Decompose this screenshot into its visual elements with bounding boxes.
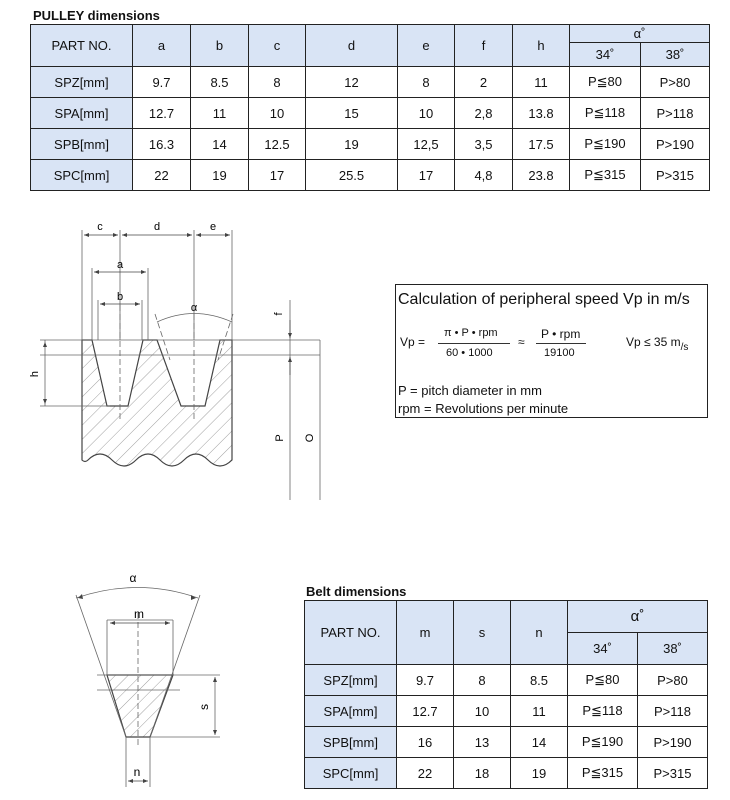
table-row — [305, 665, 708, 696]
header-m: m — [397, 601, 454, 665]
header-d: d — [306, 25, 398, 67]
part-no-cell: SPA[mm] — [31, 98, 133, 129]
table-cell: 8.5 — [191, 67, 249, 98]
belt-label-m: m — [134, 607, 144, 621]
table-cell: 11 — [191, 98, 249, 129]
table-cell: 2,8 — [455, 98, 513, 129]
formula-denominator-1: 60 • 1000 — [446, 347, 493, 359]
header-a: a — [133, 25, 191, 67]
table-cell: 12.7 — [133, 98, 191, 129]
dim-label-o: O — [304, 433, 316, 443]
header-alpha-38: 38˚ — [641, 43, 710, 67]
table-cell: P>118 — [641, 98, 710, 129]
belt-cross-section-diagram — [60, 565, 260, 790]
header-c: c — [249, 25, 306, 67]
table-cell: 3,5 — [455, 129, 513, 160]
table-cell: P≦80 — [568, 665, 638, 696]
formula-denominator-2: 19100 — [544, 347, 575, 359]
table-cell: 2 — [455, 67, 513, 98]
table-cell: 10 — [249, 98, 306, 129]
table-cell: 17 — [398, 160, 455, 191]
table-cell: 14 — [511, 727, 568, 758]
speed-limit: Vp ≤ 35 $m_{/s}$ — [626, 335, 689, 353]
table-row — [31, 98, 710, 129]
header-alpha: α˚ — [568, 601, 708, 633]
table-row — [31, 160, 710, 191]
table-cell: P≦315 — [570, 160, 641, 191]
table-cell: 9.7 — [397, 665, 454, 696]
table-cell: 8 — [249, 67, 306, 98]
header-part-no: PART NO. — [31, 25, 133, 67]
table-cell: 12.7 — [397, 696, 454, 727]
table-cell: 10 — [454, 696, 511, 727]
table-cell: P≦190 — [570, 129, 641, 160]
table-cell: P≦80 — [570, 67, 641, 98]
pulley-dimensions-table — [30, 24, 710, 191]
fraction-bar-2 — [536, 343, 586, 344]
vp-label: Vp = — [400, 335, 426, 349]
table-cell: 23.8 — [513, 160, 570, 191]
table-cell: P>190 — [638, 727, 708, 758]
approx-sign: ≈ — [518, 335, 525, 349]
table-row — [31, 129, 710, 160]
table-cell: 11 — [513, 67, 570, 98]
table-cell: P>118 — [638, 696, 708, 727]
dim-label-f: f — [273, 312, 285, 316]
table-cell: 16.3 — [133, 129, 191, 160]
part-no-cell: SPZ[mm] — [31, 67, 133, 98]
pulley-table-title: PULLEY dimensions — [33, 8, 160, 23]
table-cell: 11 — [511, 696, 568, 727]
part-no-cell: SPC[mm] — [305, 758, 397, 789]
table-cell: 10 — [398, 98, 455, 129]
table-cell: 13 — [454, 727, 511, 758]
table-cell: 19 — [191, 160, 249, 191]
header-alpha: α˚ — [570, 25, 710, 43]
formula-numerator-1: π • P • rpm — [444, 327, 498, 339]
header-alpha-34: 34˚ — [570, 43, 641, 67]
table-cell: 12 — [306, 67, 398, 98]
dim-label-d: d — [153, 221, 161, 233]
note-rpm: rpm = Revolutions per minute — [398, 401, 569, 416]
belt-label-s: s — [197, 704, 211, 710]
part-no-cell: SPZ[mm] — [305, 665, 397, 696]
table-cell: 16 — [397, 727, 454, 758]
belt-label-n: n — [133, 765, 141, 779]
part-no-cell: SPC[mm] — [31, 160, 133, 191]
formula-numerator-2: P • rpm — [541, 327, 581, 341]
pulley-cross-section-diagram — [0, 210, 380, 510]
header-h: h — [513, 25, 570, 67]
table-cell: P≦118 — [570, 98, 641, 129]
table-cell: 19 — [511, 758, 568, 789]
belt-dimensions-table — [304, 600, 708, 789]
table-cell: P>80 — [638, 665, 708, 696]
belt-table-title: Belt dimensions — [306, 584, 407, 599]
header-n: n — [511, 601, 568, 665]
belt-hatched-section — [107, 675, 173, 737]
table-row — [31, 67, 710, 98]
table-cell: 18 — [454, 758, 511, 789]
table-cell: P≦190 — [568, 727, 638, 758]
part-no-cell: SPA[mm] — [305, 696, 397, 727]
table-cell: 15 — [306, 98, 398, 129]
header-f: f — [455, 25, 513, 67]
table-cell: P>80 — [641, 67, 710, 98]
belt-label-alpha: α — [129, 571, 137, 585]
table-cell: 22 — [133, 160, 191, 191]
fraction-bar-1 — [438, 343, 510, 344]
part-no-cell: SPB[mm] — [305, 727, 397, 758]
table-cell: P≦315 — [568, 758, 638, 789]
table-cell: 14 — [191, 129, 249, 160]
table-cell: 13.8 — [513, 98, 570, 129]
peripheral-speed-box — [395, 284, 708, 418]
header-alpha-38: 38˚ — [638, 633, 708, 665]
table-cell: 12.5 — [249, 129, 306, 160]
table-row — [305, 727, 708, 758]
pulley-body — [82, 340, 232, 466]
part-no-cell: SPB[mm] — [31, 129, 133, 160]
table-cell: 4,8 — [455, 160, 513, 191]
table-cell: 17.5 — [513, 129, 570, 160]
dim-label-c: c — [97, 221, 103, 233]
table-cell: 17 — [249, 160, 306, 191]
note-pitch-diameter: P = pitch diameter in mm — [398, 383, 542, 398]
dim-label-alpha: α — [190, 302, 198, 314]
table-cell: 19 — [306, 129, 398, 160]
calc-title: Calculation of peripheral speed Vp in m/s — [398, 291, 690, 308]
table-row — [305, 758, 708, 789]
table-cell: 8 — [398, 67, 455, 98]
header-e: e — [398, 25, 455, 67]
header-b: b — [191, 25, 249, 67]
table-cell: P≦118 — [568, 696, 638, 727]
table-cell: 9.7 — [133, 67, 191, 98]
dim-label-h: h — [29, 370, 41, 378]
table-cell: 22 — [397, 758, 454, 789]
table-row — [305, 696, 708, 727]
dim-label-e: e — [209, 221, 217, 233]
table-cell: 12,5 — [398, 129, 455, 160]
table-cell: 8.5 — [511, 665, 568, 696]
table-cell: P>190 — [641, 129, 710, 160]
table-cell: 25.5 — [306, 160, 398, 191]
table-cell: P>315 — [641, 160, 710, 191]
header-s: s — [454, 601, 511, 665]
table-cell: P>315 — [638, 758, 708, 789]
header-alpha-34: 34˚ — [568, 633, 638, 665]
dim-label-p: P — [274, 434, 286, 442]
dim-label-a: a — [116, 259, 124, 271]
table-cell: 8 — [454, 665, 511, 696]
dim-label-b: b — [116, 291, 124, 303]
header-part-no: PART NO. — [305, 601, 397, 665]
